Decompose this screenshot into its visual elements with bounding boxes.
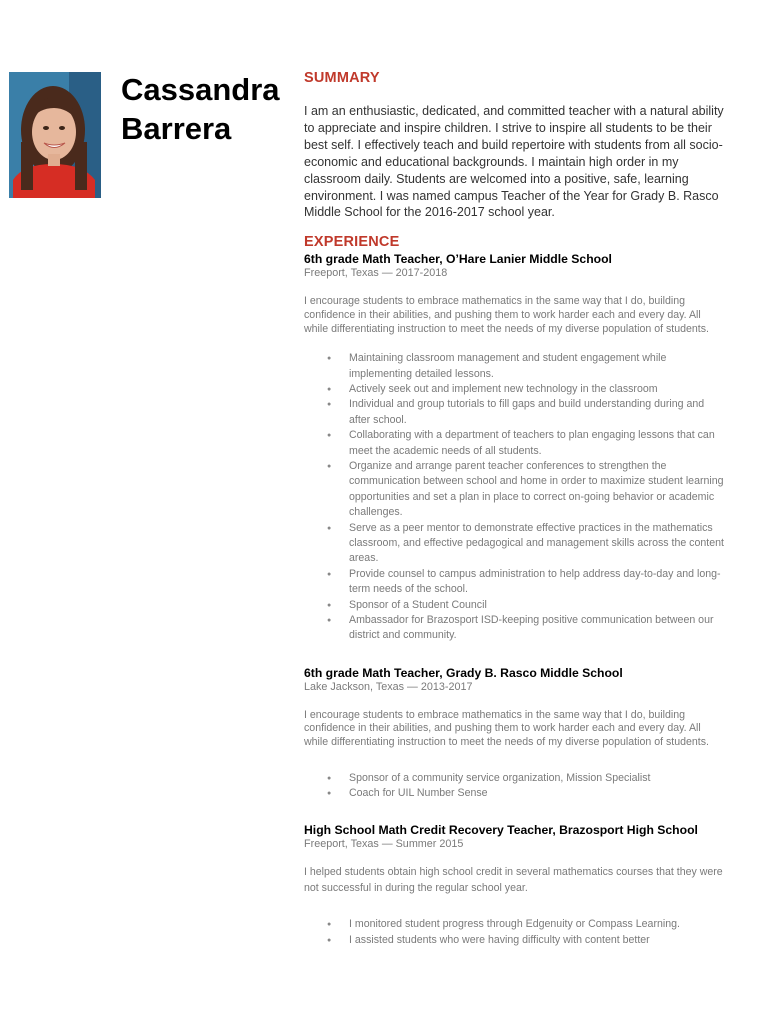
list-item: ● Provide counsel to campus administration to help address day-to-day and long-term needs of the school.	[304, 567, 724, 598]
profile-photo	[9, 72, 101, 198]
list-item: ● Collaborating with a department of teachers to plan engaging lessons that can meet the academic needs of all students.	[304, 428, 724, 459]
list-item: ● Ambassador for Brazosport ISD-keeping positive communication between our district and community.	[304, 613, 724, 644]
list-item: ● Organize and arrange parent teacher conferences to strengthen the communication between school and home in order to maximize student learning opportunities and set a plan in place to correct on-going behavior or academic challenges.	[304, 459, 724, 521]
list-item: ● I monitored student progress through Edgenuity or Compass Learning.	[304, 917, 724, 932]
job-location-dates: Freeport, Texas — Summer 2015	[304, 838, 464, 851]
resume-body	[304, 70, 724, 948]
list-item: ● Serve as a peer mentor to demonstrate effective practices in the mathematics classroom, and effective pedagogical and management skills across the content areas.	[304, 521, 724, 567]
summary-section	[304, 70, 724, 221]
job-description: I encourage students to embrace mathematics in the same way that I do, building confidence in their abilities, and pushing them to work harder each and every day. All while differentiating instruction to meet the needs of my diverse population of students.	[304, 295, 709, 335]
candidate-name	[121, 70, 296, 148]
list-item: ● Coach for UIL Number Sense	[304, 786, 724, 801]
list-item: ● Individual and group tutorials to fill gaps and build understanding during and after school.	[304, 397, 724, 428]
job-location-dates: Lake Jackson, Texas — 2013-2017	[304, 680, 473, 693]
first-name: Cassandra	[121, 72, 280, 107]
list-item: ● I assisted students who were having difficulty with content better	[304, 933, 724, 948]
profile-photo-image	[9, 72, 101, 198]
experience-section	[304, 234, 724, 948]
list-item: ● Actively seek out and implement new technology in the classroom	[304, 382, 724, 397]
job-bullet-list	[304, 771, 724, 802]
list-item: ● Sponsor of a community service organization, Mission Specialist	[304, 771, 724, 786]
job-title: 6th grade Math Teacher, Grady B. Rasco Middle School	[304, 665, 623, 680]
job-title: 6th grade Math Teacher, O’Hare Lanier Middle School	[304, 252, 612, 267]
list-item: ● Sponsor of a Student Council	[304, 598, 724, 613]
summary-heading: SUMMARY	[304, 70, 380, 86]
job-bullet-list	[304, 351, 724, 644]
job-title: High School Math Credit Recovery Teacher, Brazosport High School	[304, 823, 698, 838]
job-entry	[304, 666, 724, 802]
summary-text: I am an enthusiastic, dedicated, and committed teacher with a natural ability to appreciate and inspire children. I strive to inspire all students to be their best self. I effectively teach and build repertoire with students from all socio-economic and educational backgrounds. I maintain high order in my classroom daily. Students are welcomed into a positive, safe, learning environment. I was named campus Teacher of the Year for Grady B. Rasco Middle School for the 2016-2017 school year.	[304, 104, 724, 220]
job-description: I helped students obtain high school credit in several mathematics courses that they were not successful in during the regular school year.	[304, 866, 723, 895]
experience-heading: EXPERIENCE	[304, 234, 400, 251]
job-bullet-list	[304, 917, 724, 948]
job-location-dates: Freeport, Texas — 2017-2018	[304, 267, 448, 280]
list-item: ● Maintaining classroom management and student engagement while implementing detailed lessons.	[304, 351, 724, 382]
job-entry	[304, 823, 724, 948]
job-entry	[304, 252, 724, 644]
last-name: Barrera	[121, 111, 232, 146]
job-description: I encourage students to embrace mathematics in the same way that I do, building confidence in their abilities, and pushing them to work harder each and every day. All while differentiating instruction to meet the needs of my diverse population of students.	[304, 708, 709, 749]
